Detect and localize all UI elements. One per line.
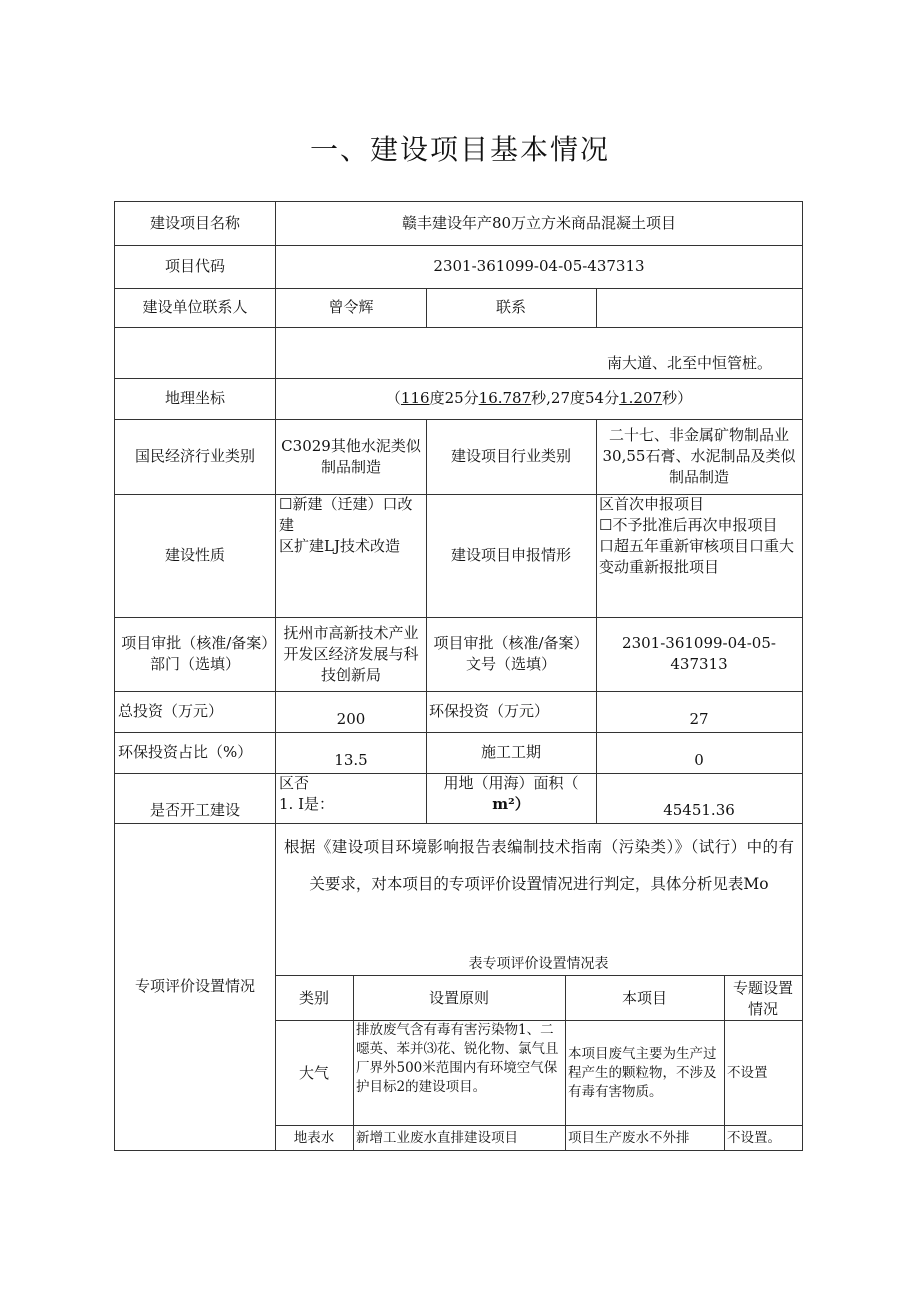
sub-header-category: 类别 <box>275 975 354 1021</box>
started-opt1: 区否 <box>279 774 310 792</box>
area-label <box>426 773 597 824</box>
invest-label: 总投资（万元） <box>114 691 276 733</box>
declare-line3: 口超五年重新审核项目口重大变动重新报批项目 <box>599 537 795 576</box>
geo-label: 地理坐标 <box>114 378 276 420</box>
sub-row1-project: 本项目废气主要为生产过程产生的颗粒物，不涉及有毒有害物质。 <box>565 1020 725 1126</box>
page-title: 一、建设项目基本情况 <box>309 133 610 166</box>
contact-label: 建设单位联系人 <box>114 288 276 328</box>
period-label: 施工工期 <box>426 732 597 774</box>
special-content <box>276 823 803 1151</box>
special-label: 专项评价设置情况 <box>114 823 276 1151</box>
nature-label: 建设性质 <box>114 494 276 618</box>
approval-no-value: 2301-361099-04-05-437313 <box>596 617 803 692</box>
approval-dept-value: 抚州市高新技术产业开发区经济发展与科技创新局 <box>276 617 427 692</box>
env-invest-label: 环保投资（万元） <box>426 691 597 733</box>
project-name-value: 赣丰建设年产80万立方米商品混凝土项目 <box>276 201 803 246</box>
sub-table-caption: 表专项评价设置情况表 <box>468 956 609 972</box>
invest-value: 200 <box>276 691 427 733</box>
nature-line2: 区扩建LJ技术改造 <box>279 537 400 555</box>
period-value: 0 <box>596 732 803 774</box>
area-label-line2: m²） <box>492 795 530 813</box>
project-name-label: 建设项目名称 <box>114 201 276 246</box>
sub-header-setting: 专题设置情况 <box>724 975 803 1021</box>
sub-row2-project: 项目生产废水不外排 <box>565 1125 725 1150</box>
geo-open: （ <box>385 389 401 407</box>
ratio-label: 环保投资占比（%） <box>114 732 276 774</box>
started-opt2: 1. I是： <box>279 795 335 813</box>
special-paragraph: 根据《建设项目环境影响报告表编制技术指南（污染类）》（试行）中的有关要求，对本项目的专项评价设置情况进行判定，具体分析见表Mo <box>284 838 794 893</box>
area-value: 45451.36 <box>596 773 803 824</box>
geo-mid1: 度25分 <box>429 389 479 407</box>
geo-lon-deg: 116 <box>400 389 430 407</box>
geo-close: 秒） <box>662 389 693 407</box>
sub-row2-setting: 不设置。 <box>724 1125 803 1150</box>
sub-header-project: 本项目 <box>565 975 725 1021</box>
sub-row1-principle: 排放废气含有毒有害污染物1、二噁英、苯并⑶花、锐化物、氯气且厂界外500米范围内有环境空气保护目标2的建设项目。 <box>353 1020 566 1126</box>
approval-dept-label: 项目审批（核准/备案）部门（选填） <box>114 617 276 692</box>
industry-label: 国民经济行业类别 <box>114 419 276 495</box>
industry2-value: 二十七、非金属矿物制品业30,55石膏、水泥制品及类似制品制造 <box>596 419 803 495</box>
contact-value: 曾令辉 <box>276 288 427 328</box>
sub-header-principle: 设置原则 <box>353 975 566 1021</box>
approval-no-label: 项目审批（核准/备案）文号（选填） <box>426 617 597 692</box>
nature-options <box>276 494 427 618</box>
location-text: 南大道、北至中恒管桩。 <box>606 354 772 372</box>
ratio-value: 13.5 <box>276 732 427 774</box>
project-code-value: 2301-361099-04-05-437313 <box>276 245 803 289</box>
declare-line1: 区首次申报项目 <box>599 495 705 513</box>
declare-line2: ☐不予批准后再次申报项目 <box>599 516 778 534</box>
sub-row2-category: 地表水 <box>275 1125 354 1150</box>
phone-value <box>596 288 803 328</box>
area-label-line1: 用地（用海）面积（ <box>443 774 579 792</box>
env-invest-value: 27 <box>596 691 803 733</box>
geo-mid2: 秒,27度54分 <box>531 389 620 407</box>
nature-line1: ☐新建（迁建）口改建 <box>279 495 413 534</box>
started-options <box>276 773 427 824</box>
started-label: 是否开工建设 <box>114 773 276 824</box>
location-label-cell <box>114 327 276 379</box>
location-value <box>276 327 803 379</box>
geo-lat-sec: 1.207 <box>619 389 663 407</box>
project-code-label: 项目代码 <box>114 245 276 289</box>
industry-value: C3029其他水泥类似制品制造 <box>276 419 427 495</box>
geo-lon-sec: 16.787 <box>478 389 532 407</box>
declare-label: 建设项目申报情形 <box>426 494 597 618</box>
phone-label: 联系 <box>426 288 597 328</box>
sub-row1-category: 大气 <box>275 1020 354 1126</box>
sub-row1-setting: 不设置 <box>724 1020 803 1126</box>
geo-value <box>276 378 803 420</box>
declare-options <box>596 494 803 618</box>
industry2-label: 建设项目行业类别 <box>426 419 597 495</box>
sub-row2-principle: 新增工业废水直排建设项目 <box>353 1125 566 1150</box>
